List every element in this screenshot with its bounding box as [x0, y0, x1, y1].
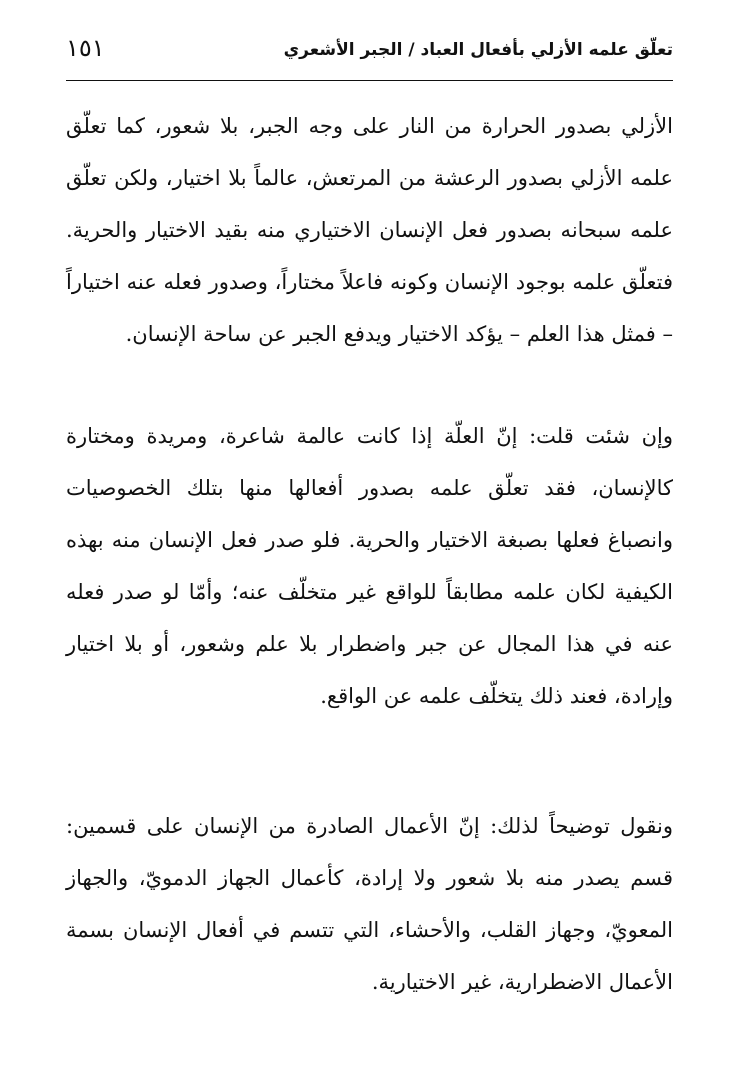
- header-rule: [66, 80, 673, 81]
- running-header: [66, 28, 673, 80]
- paragraph-2: [66, 410, 673, 722]
- paragraph-text: ونقول توضيحاً لذلك: إنّ الأعمال الصادرة من الإنسان على قسمين: قسم يصدر منه بلا شعور ولا إرادة، كأعمال الجهاز الدمويّ، والجهاز المعويّ، وجهاز القلب، والأحشاء، التي تتسم في أفعال الإنسان بسمة الأعمال الاضطرارية، غير الاختيارية.: [66, 814, 673, 994]
- page-number: ١٥١: [66, 34, 105, 62]
- paragraph-text: وإن شئت قلت: إنّ العلّة إذا كانت عالمة شاعرة، ومريدة ومختارة كالإنسان، فقد تعلّق علمه بصدور أفعالها منها بتلك الخصوصيات وانصباغ فعلها بصبغة الاختيار والحرية. فلو صدر فعل الإنسان منه بهذه الكيفية لكان علمه مطابقاً للواقع غير متخلّف عنه؛ وأمّا لو صدر فعله عنه في هذا المجال عن جبر واضطرار بلا علم وشعور، أو بلا اختيار وإرادة، فعند ذلك يتخلّف علمه عن الواقع.: [66, 424, 673, 708]
- running-title: تعلّق علمه الأزلي بأفعال العباد / الجبر الأشعري: [283, 40, 673, 60]
- paragraph-3: [66, 800, 673, 1008]
- paragraph-text: الأزلي بصدور الحرارة من النار على وجه الجبر، بلا شعور، كما تعلّق علمه الأزلي بصدور الرعشة من المرتعش، عالماً بلا اختيار، ولكن تعلّق علمه سبحانه بصدور فعل الإنسان الاختياري منه بقيد الاختيار والحرية. فتعلّق علمه بوجود الإنسان وكونه فاعلاً مختاراً، وصدور فعله عنه اختياراً – فمثل هذا العلم – يؤكد الاختيار ويدفع الجبر عن ساحة الإنسان.: [66, 114, 673, 346]
- paragraph-1: [66, 100, 673, 360]
